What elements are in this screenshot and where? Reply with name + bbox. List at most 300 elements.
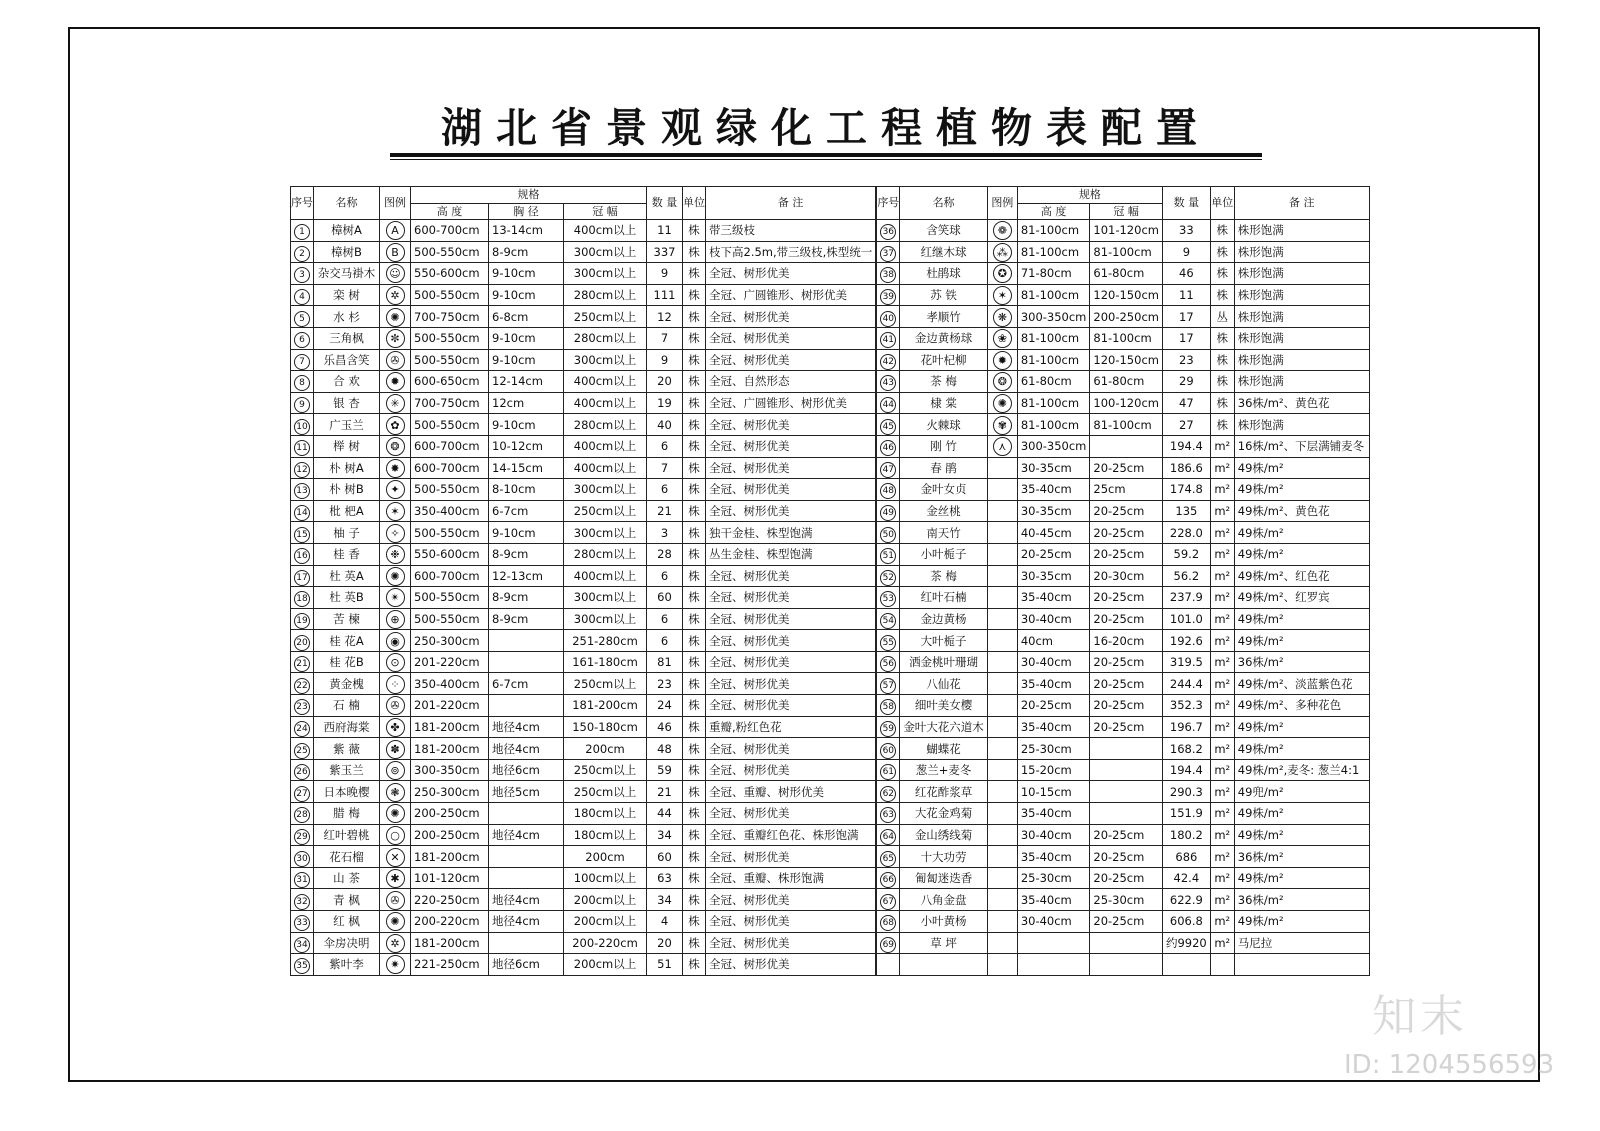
cell-seq bbox=[291, 824, 314, 846]
header-legend: 图例 bbox=[380, 187, 411, 220]
cell-legend-icon bbox=[380, 587, 411, 609]
cell-crown: 101-120cm bbox=[1090, 220, 1163, 242]
cell-qty: 24 bbox=[647, 695, 683, 717]
cell-crown: 20-30cm bbox=[1090, 565, 1163, 587]
cell-seq-glyph: 58 bbox=[880, 699, 896, 715]
table-row bbox=[877, 284, 1369, 306]
cell-crown bbox=[1090, 435, 1163, 457]
cell-dbh bbox=[489, 803, 564, 825]
cell-crown: 250cm以上 bbox=[564, 781, 647, 803]
cell-legend-icon bbox=[987, 284, 1017, 306]
cell-remark: 全冠、树形优美 bbox=[706, 932, 876, 954]
cell-crown: 200cm以上 bbox=[564, 911, 647, 933]
cell-height: 220-250cm bbox=[411, 889, 489, 911]
cell-unit: m² bbox=[1210, 587, 1234, 609]
cell-legend-icon-glyph: ❃ bbox=[386, 783, 405, 802]
cell-legend-icon bbox=[987, 392, 1017, 414]
cell-legend-icon bbox=[987, 781, 1017, 803]
cell-crown: 250cm以上 bbox=[564, 673, 647, 695]
cell-dbh: 12cm bbox=[489, 392, 564, 414]
cell-legend-icon bbox=[987, 867, 1017, 889]
table-row bbox=[291, 306, 876, 328]
cell-seq-glyph: 60 bbox=[880, 743, 896, 759]
cell-seq bbox=[291, 911, 314, 933]
table-row bbox=[877, 371, 1369, 393]
cell-legend-icon-glyph: ✺ bbox=[386, 308, 405, 327]
cell-unit: 株 bbox=[1210, 263, 1234, 285]
cell-seq bbox=[291, 435, 314, 457]
cell-seq bbox=[877, 630, 900, 652]
cell-crown: 20-25cm bbox=[1090, 587, 1163, 609]
cell-crown: 161-180cm bbox=[564, 651, 647, 673]
cell-seq bbox=[291, 565, 314, 587]
cell-seq bbox=[877, 457, 900, 479]
cell-legend-icon-glyph: ✼ bbox=[386, 329, 405, 348]
cell-height bbox=[1017, 954, 1090, 976]
cell-unit: m² bbox=[1210, 608, 1234, 630]
cell-legend-icon bbox=[380, 889, 411, 911]
cell-qty: 196.7 bbox=[1162, 716, 1210, 738]
title-underline bbox=[390, 153, 1262, 160]
cell-legend-icon bbox=[380, 220, 411, 242]
cell-qty: 606.8 bbox=[1162, 911, 1210, 933]
right-table-body bbox=[877, 220, 1369, 976]
cell-crown: 16-20cm bbox=[1090, 630, 1163, 652]
cell-seq-glyph: 43 bbox=[880, 375, 896, 391]
cell-qty: 101.0 bbox=[1162, 608, 1210, 630]
cell-seq bbox=[877, 673, 900, 695]
cell-legend-icon bbox=[987, 349, 1017, 371]
cell-qty: 19 bbox=[647, 392, 683, 414]
table-row bbox=[877, 327, 1369, 349]
cell-qty: 319.5 bbox=[1162, 651, 1210, 673]
cell-seq bbox=[291, 954, 314, 976]
cell-crown: 200cm以上 bbox=[564, 954, 647, 976]
cell-qty: 23 bbox=[1162, 349, 1210, 371]
table-row bbox=[291, 911, 876, 933]
cell-unit: m² bbox=[1210, 759, 1234, 781]
cell-height: 81-100cm bbox=[1017, 220, 1090, 242]
cell-height: 35-40cm bbox=[1017, 673, 1090, 695]
cell-seq bbox=[877, 565, 900, 587]
cell-seq-glyph: 42 bbox=[880, 354, 896, 370]
cell-crown: 300cm以上 bbox=[564, 587, 647, 609]
cell-crown: 300cm以上 bbox=[564, 263, 647, 285]
cell-crown: 20-25cm bbox=[1090, 608, 1163, 630]
cell-dbh bbox=[489, 695, 564, 717]
cell-height: 201-220cm bbox=[411, 695, 489, 717]
cell-qty: 17 bbox=[1162, 306, 1210, 328]
cell-qty: 63 bbox=[647, 867, 683, 889]
cell-crown: 280cm以上 bbox=[564, 414, 647, 436]
cell-legend-icon bbox=[987, 759, 1017, 781]
cell-remark: 36株/m² bbox=[1234, 651, 1369, 673]
cell-height: 81-100cm bbox=[1017, 349, 1090, 371]
cell-name: 金边黄杨 bbox=[900, 608, 988, 630]
cell-qty: 33 bbox=[1162, 220, 1210, 242]
cell-legend-icon bbox=[380, 954, 411, 976]
cell-unit: 株 bbox=[683, 414, 706, 436]
cell-height: 35-40cm bbox=[1017, 889, 1090, 911]
cell-legend-icon-glyph: ✹ bbox=[386, 372, 405, 391]
cell-crown: 280cm以上 bbox=[564, 327, 647, 349]
cell-remark: 全冠、树形优美 bbox=[706, 327, 876, 349]
cell-crown: 61-80cm bbox=[1090, 263, 1163, 285]
table-row bbox=[291, 522, 876, 544]
cell-seq bbox=[291, 846, 314, 868]
cell-remark: 株形饱满 bbox=[1234, 241, 1369, 263]
cell-seq-glyph: 34 bbox=[294, 937, 310, 953]
cell-seq-glyph: 52 bbox=[880, 570, 896, 586]
cell-legend-icon-glyph: ⁘ bbox=[386, 675, 405, 694]
cell-name: 刚 竹 bbox=[900, 435, 988, 457]
cell-remark: 全冠、树形优美 bbox=[706, 911, 876, 933]
cell-crown: 250cm以上 bbox=[564, 306, 647, 328]
cell-name: 金丝桃 bbox=[900, 500, 988, 522]
table-row bbox=[877, 587, 1369, 609]
cell-legend-icon bbox=[380, 241, 411, 263]
cell-seq bbox=[877, 651, 900, 673]
cell-unit: 株 bbox=[683, 716, 706, 738]
cell-qty bbox=[1162, 954, 1210, 976]
cell-qty: 21 bbox=[647, 781, 683, 803]
cell-name: 红继木球 bbox=[900, 241, 988, 263]
cell-name: 紫叶李 bbox=[314, 954, 380, 976]
cell-unit: 丛 bbox=[1210, 306, 1234, 328]
cell-remark: 49株/m² bbox=[1234, 522, 1369, 544]
cell-seq-glyph: 61 bbox=[880, 764, 896, 780]
table-row bbox=[291, 284, 876, 306]
cell-qty: 11 bbox=[647, 220, 683, 242]
cell-crown bbox=[1090, 781, 1163, 803]
cell-unit: 株 bbox=[683, 803, 706, 825]
cell-seq bbox=[877, 371, 900, 393]
cell-dbh: 8-9cm bbox=[489, 241, 564, 263]
cell-qty: 228.0 bbox=[1162, 522, 1210, 544]
cell-legend-icon bbox=[380, 479, 411, 501]
table-row bbox=[291, 327, 876, 349]
cell-crown: 400cm以上 bbox=[564, 392, 647, 414]
cell-height: 300-350cm bbox=[1017, 435, 1090, 457]
cell-remark: 枝下高2.5m,带三级枝,株型统一 bbox=[706, 241, 876, 263]
cell-legend-icon bbox=[987, 932, 1017, 954]
cell-unit: m² bbox=[1210, 457, 1234, 479]
cell-seq-glyph: 64 bbox=[880, 829, 896, 845]
header-dbh: 胸 径 bbox=[489, 204, 564, 220]
cell-crown: 20-25cm bbox=[1090, 543, 1163, 565]
table-row bbox=[291, 932, 876, 954]
cell-unit bbox=[1210, 954, 1234, 976]
cell-remark: 全冠、树形优美 bbox=[706, 479, 876, 501]
cell-remark: 36株/m² bbox=[1234, 846, 1369, 868]
cell-seq bbox=[877, 911, 900, 933]
cell-legend-icon bbox=[380, 716, 411, 738]
cell-name: 南天竹 bbox=[900, 522, 988, 544]
cell-crown: 20-25cm bbox=[1090, 911, 1163, 933]
cell-name: 苏 铁 bbox=[900, 284, 988, 306]
cell-dbh bbox=[489, 867, 564, 889]
cell-qty: 192.6 bbox=[1162, 630, 1210, 652]
cell-name: 朴 树A bbox=[314, 457, 380, 479]
cell-height: 600-650cm bbox=[411, 371, 489, 393]
header-crown: 冠 幅 bbox=[564, 204, 647, 220]
cell-seq bbox=[291, 500, 314, 522]
cell-dbh: 8-9cm bbox=[489, 608, 564, 630]
cell-qty: 34 bbox=[647, 824, 683, 846]
cell-unit: 株 bbox=[1210, 349, 1234, 371]
table-row bbox=[877, 738, 1369, 760]
cell-dbh: 8-9cm bbox=[489, 543, 564, 565]
cell-remark: 全冠、树形优美 bbox=[706, 565, 876, 587]
table-row bbox=[877, 479, 1369, 501]
cell-seq bbox=[877, 716, 900, 738]
cell-unit: 株 bbox=[683, 587, 706, 609]
cell-crown: 20-25cm bbox=[1090, 457, 1163, 479]
cell-crown bbox=[1090, 954, 1163, 976]
table-row bbox=[291, 716, 876, 738]
cell-crown: 20-25cm bbox=[1090, 846, 1163, 868]
cell-name: 小叶黄杨 bbox=[900, 911, 988, 933]
cell-dbh: 10-12cm bbox=[489, 435, 564, 457]
cell-crown: 300cm以上 bbox=[564, 608, 647, 630]
cell-seq bbox=[291, 759, 314, 781]
table-row bbox=[877, 608, 1369, 630]
cell-seq bbox=[877, 522, 900, 544]
cell-crown: 150-180cm bbox=[564, 716, 647, 738]
cell-qty: 28 bbox=[647, 543, 683, 565]
table-row bbox=[877, 759, 1369, 781]
cell-legend-icon bbox=[987, 846, 1017, 868]
cell-legend-icon bbox=[380, 284, 411, 306]
plant-table-right bbox=[876, 186, 1369, 976]
cell-legend-icon-glyph: B bbox=[386, 243, 405, 262]
cell-qty: 17 bbox=[1162, 327, 1210, 349]
cell-seq-glyph: 45 bbox=[880, 419, 896, 435]
cell-qty: 81 bbox=[647, 651, 683, 673]
cell-height: 500-550cm bbox=[411, 608, 489, 630]
cell-name: 石 楠 bbox=[314, 695, 380, 717]
cell-legend-icon bbox=[987, 824, 1017, 846]
table-row bbox=[291, 414, 876, 436]
cell-qty: 6 bbox=[647, 479, 683, 501]
cell-seq bbox=[291, 608, 314, 630]
cell-seq bbox=[877, 327, 900, 349]
cell-name: 杂交马褂木 bbox=[314, 263, 380, 285]
cell-height: 40cm bbox=[1017, 630, 1090, 652]
cell-seq bbox=[877, 241, 900, 263]
cell-remark: 全冠、树形优美 bbox=[706, 587, 876, 609]
cell-height: 181-200cm bbox=[411, 846, 489, 868]
table-row bbox=[877, 522, 1369, 544]
cell-name: 茶 梅 bbox=[900, 371, 988, 393]
cell-seq bbox=[877, 284, 900, 306]
cell-height: 101-120cm bbox=[411, 867, 489, 889]
cell-seq bbox=[291, 738, 314, 760]
cell-height: 250-300cm bbox=[411, 781, 489, 803]
cell-remark: 全冠、广圆锥形、树形优美 bbox=[706, 392, 876, 414]
cell-qty: 9 bbox=[647, 263, 683, 285]
cell-name: 腊 梅 bbox=[314, 803, 380, 825]
cell-unit: 株 bbox=[683, 543, 706, 565]
cell-remark: 全冠、树形优美 bbox=[706, 651, 876, 673]
cell-legend-icon bbox=[987, 327, 1017, 349]
cell-name: 杜鹃球 bbox=[900, 263, 988, 285]
cell-unit: m² bbox=[1210, 846, 1234, 868]
cell-remark: 49株/m²、淡蓝紫色花 bbox=[1234, 673, 1369, 695]
table-row bbox=[877, 932, 1369, 954]
cell-qty: 21 bbox=[647, 500, 683, 522]
cell-remark: 49株/m² bbox=[1234, 867, 1369, 889]
cell-unit: 株 bbox=[683, 846, 706, 868]
cell-seq bbox=[291, 587, 314, 609]
cell-seq-glyph: 25 bbox=[294, 743, 310, 759]
cell-unit: 株 bbox=[1210, 327, 1234, 349]
cell-legend-icon bbox=[380, 803, 411, 825]
cell-crown: 100-120cm bbox=[1090, 392, 1163, 414]
cell-legend-icon bbox=[987, 673, 1017, 695]
cell-remark: 49株/m²,麦冬: 葱兰4:1 bbox=[1234, 759, 1369, 781]
table-row bbox=[877, 673, 1369, 695]
cell-seq-glyph: 15 bbox=[294, 527, 310, 543]
cell-legend-icon-glyph: ⊙ bbox=[386, 653, 405, 672]
cell-legend-icon bbox=[987, 565, 1017, 587]
table-row bbox=[877, 803, 1369, 825]
cell-name: 杜 英B bbox=[314, 587, 380, 609]
table-row bbox=[291, 630, 876, 652]
cell-unit: 株 bbox=[683, 867, 706, 889]
table-row bbox=[291, 457, 876, 479]
table-row bbox=[877, 220, 1369, 242]
cell-name: 乐昌含笑 bbox=[314, 349, 380, 371]
cell-remark: 49株/m² bbox=[1234, 824, 1369, 846]
header-height: 高 度 bbox=[411, 204, 489, 220]
cell-seq bbox=[291, 220, 314, 242]
cell-dbh: 地径6cm bbox=[489, 954, 564, 976]
cell-seq-glyph: 4 bbox=[294, 289, 310, 305]
cell-legend-icon bbox=[380, 651, 411, 673]
cell-seq-glyph: 37 bbox=[880, 246, 896, 262]
cell-height: 550-600cm bbox=[411, 263, 489, 285]
cell-seq-glyph: 67 bbox=[880, 894, 896, 910]
cell-seq bbox=[877, 608, 900, 630]
cell-height: 40-45cm bbox=[1017, 522, 1090, 544]
cell-name: 朴 树B bbox=[314, 479, 380, 501]
cell-name: 孝顺竹 bbox=[900, 306, 988, 328]
cell-unit: 株 bbox=[683, 759, 706, 781]
cell-seq bbox=[291, 543, 314, 565]
cell-height: 10-15cm bbox=[1017, 781, 1090, 803]
cell-legend-icon bbox=[987, 954, 1017, 976]
cell-unit: 株 bbox=[683, 435, 706, 457]
cell-legend-icon bbox=[987, 435, 1017, 457]
cell-legend-icon bbox=[380, 846, 411, 868]
cell-name: 蝴蝶花 bbox=[900, 738, 988, 760]
header-name: 名称 bbox=[900, 187, 988, 220]
cell-qty: 59 bbox=[647, 759, 683, 781]
cell-remark: 49株/m² bbox=[1234, 738, 1369, 760]
cell-height: 200-250cm bbox=[411, 803, 489, 825]
cell-height: 61-80cm bbox=[1017, 371, 1090, 393]
cell-seq-glyph: 63 bbox=[880, 807, 896, 823]
cell-legend-icon bbox=[987, 500, 1017, 522]
cell-legend-icon bbox=[987, 457, 1017, 479]
cell-legend-icon-glyph: ✾ bbox=[993, 416, 1012, 435]
cell-remark: 49株/m² bbox=[1234, 543, 1369, 565]
cell-qty: 135 bbox=[1162, 500, 1210, 522]
cell-legend-icon-glyph: ✇ bbox=[386, 351, 405, 370]
cell-seq-glyph: 54 bbox=[880, 613, 896, 629]
cell-qty: 180.2 bbox=[1162, 824, 1210, 846]
cell-name: 榉 树 bbox=[314, 435, 380, 457]
cell-remark: 16株/m²、下层满铺麦冬 bbox=[1234, 435, 1369, 457]
cell-name bbox=[900, 954, 988, 976]
cell-dbh: 9-10cm bbox=[489, 263, 564, 285]
cell-legend-icon bbox=[380, 500, 411, 522]
cell-seq bbox=[291, 932, 314, 954]
cell-name: 茶 梅 bbox=[900, 565, 988, 587]
cell-height: 30-40cm bbox=[1017, 824, 1090, 846]
cell-qty: 6 bbox=[647, 565, 683, 587]
cell-seq-glyph: 3 bbox=[294, 267, 310, 283]
cell-legend-icon-glyph: ✱ bbox=[386, 869, 405, 888]
cell-seq bbox=[877, 824, 900, 846]
cell-seq bbox=[877, 889, 900, 911]
cell-seq-glyph: 46 bbox=[880, 440, 896, 456]
cell-name: 十大功劳 bbox=[900, 846, 988, 868]
cell-qty: 6 bbox=[647, 608, 683, 630]
cell-height: 500-550cm bbox=[411, 414, 489, 436]
cell-remark: 全冠、自然形态 bbox=[706, 371, 876, 393]
cell-legend-icon bbox=[380, 435, 411, 457]
cell-crown: 180cm以上 bbox=[564, 824, 647, 846]
cell-height: 221-250cm bbox=[411, 954, 489, 976]
cell-legend-icon bbox=[380, 911, 411, 933]
cell-height: 35-40cm bbox=[1017, 716, 1090, 738]
cell-unit: m² bbox=[1210, 911, 1234, 933]
cell-name: 匍匐迷迭香 bbox=[900, 867, 988, 889]
cell-legend-icon-glyph: ✶ bbox=[993, 286, 1012, 305]
cell-remark: 株形饱满 bbox=[1234, 349, 1369, 371]
cell-legend-icon bbox=[987, 263, 1017, 285]
cell-height: 71-80cm bbox=[1017, 263, 1090, 285]
cell-unit: m² bbox=[1210, 673, 1234, 695]
cell-name: 桂 香 bbox=[314, 543, 380, 565]
cell-legend-icon bbox=[987, 651, 1017, 673]
cell-qty: 237.9 bbox=[1162, 587, 1210, 609]
cell-crown: 300cm以上 bbox=[564, 349, 647, 371]
cell-name: 樟树A bbox=[314, 220, 380, 242]
cell-crown: 200cm bbox=[564, 738, 647, 760]
cell-height: 600-700cm bbox=[411, 565, 489, 587]
header-remark: 备 注 bbox=[706, 187, 876, 220]
cell-qty: 168.2 bbox=[1162, 738, 1210, 760]
cell-legend-icon bbox=[380, 867, 411, 889]
cell-seq-glyph: 2 bbox=[294, 246, 310, 262]
table-row bbox=[877, 349, 1369, 371]
table-row bbox=[877, 630, 1369, 652]
cell-unit: 株 bbox=[1210, 392, 1234, 414]
cell-seq bbox=[291, 241, 314, 263]
cell-legend-icon bbox=[987, 738, 1017, 760]
cell-qty: 686 bbox=[1162, 846, 1210, 868]
cell-seq bbox=[877, 846, 900, 868]
cell-height: 81-100cm bbox=[1017, 414, 1090, 436]
cell-legend-icon-glyph: ❋ bbox=[993, 308, 1012, 327]
cell-height: 30-40cm bbox=[1017, 911, 1090, 933]
cell-crown bbox=[1090, 759, 1163, 781]
cell-height: 600-700cm bbox=[411, 220, 489, 242]
cell-remark: 带三级枝 bbox=[706, 220, 876, 242]
